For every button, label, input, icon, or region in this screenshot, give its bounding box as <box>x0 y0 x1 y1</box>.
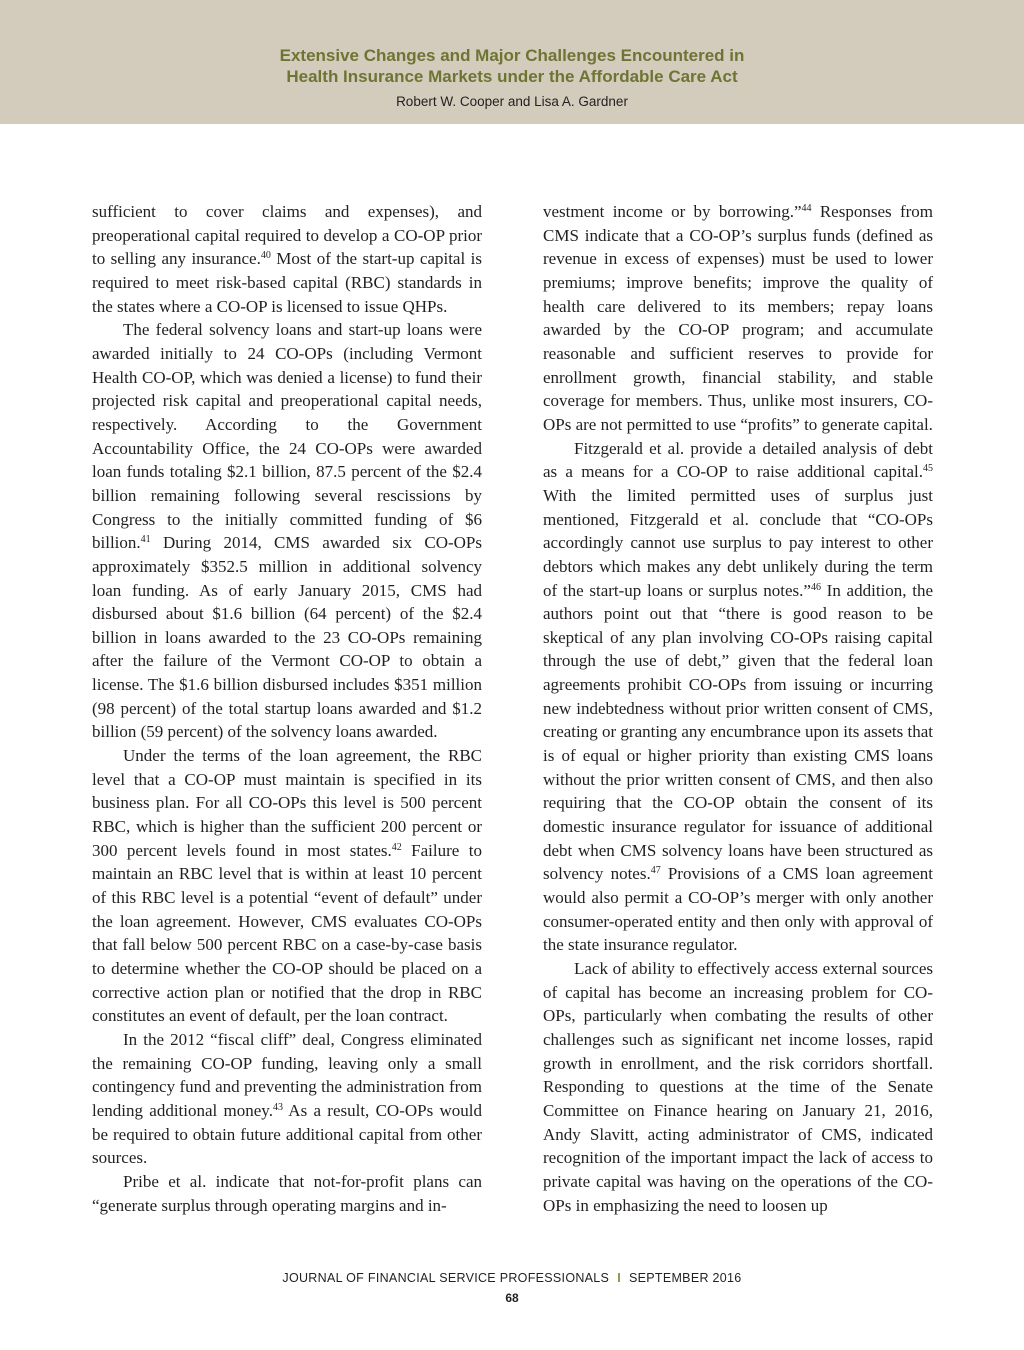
paragraph: Fitzgerald et al. provide a detailed analysis of debt as a means for a CO-OP to raise additional capital.$^{45}$ With the limited permitted uses of surplus just mentioned, Fitzgerald et al. conclude that “CO-OPs accordingly cannot use surplus to pay interest to other debtors which makes any debt unlikely during the term of the start-up loans or surplus notes.”$^{46}$ In addition, the authors point out that “there is good reason to be skeptical of any plan involving CO-OPs raising capital through the use of debt,” given that the federal loan agreements prohibit CO-OPs from issuing or incurring new indebtedness without prior written consent of CMS, creating or granting any encumbrance upon its assets that is of equal or higher priority than existing CMS loans without the prior written consent of CMS, and then also requiring that the CO-OP obtain the consent of its domestic insurance regulator for issuance of additional debt when CMS solvency loans have been structured as solvency notes.$^{47}$ Provisions of a CMS loan agreement would also permit a CO-OP’s merger with only another consumer-operated entity and then only with approval of the state insurance regulator. <box>543 438 933 955</box>
paragraph: vestment income or by borrowing.”$^{44}$ Responses from CMS indicate that a CO-OP’s surplus funds (defined as revenue in excess of expenses) must be used to lower premiums; improve benefits; improve the quality of health care delivered to its members; repay loans awarded by the CO-OP program; and accumulate reasonable and sufficient reserves to provide for enrollment growth, financial stability, and stable coverage for members. Thus, unlike most insurers, CO-OPs are not permitted to use “profits” to generate capital. <box>543 202 933 434</box>
journal-name: JOURNAL OF FINANCIAL SERVICE PROFESSIONALS <box>282 1271 610 1285</box>
footer-separator: I <box>617 1271 621 1285</box>
footnote-ref: 46 <box>810 581 821 593</box>
running-footer <box>0 1271 1024 1285</box>
paragraph: Lack of ability to effectively access external sources of capital has become an increasing problem for CO-OPs, particularly when combating the results of other challenges such as significant net income losses, rapid growth in enrollment, and the risk corridors shortfall. Responding to questions at the time of the Senate Committee on Finance hearing on January 21, 2016, Andy Slavitt, acting administrator of CMS, indicated recognition of the important impact the lack of access to private capital was having on the operations of the CO-OPs in emphasizing the need to loosen up <box>543 959 933 1215</box>
left-text-column <box>92 200 482 1217</box>
footnote-ref: 42 <box>391 841 402 853</box>
paragraph: Under the terms of the loan agreement, the RBC level that a CO-OP must maintain is specified in its business plan. For all CO-OPs this level is 500 percent RBC, which is higher than the sufficient 200 percent or 300 percent levels found in most states.$^{42}$ Failure to maintain an RBC level that is within at least 10 percent of this RBC level is a potential “event of default” under the loan agreement. However, CMS evaluates CO-OPs that fall below 500 percent RBC on a case-by-case basis to determine whether the CO-OP should be placed on a corrective action plan or notified that the drop in RBC constitutes an event of default, per the loan contract. <box>92 746 482 1026</box>
right-text-column <box>543 200 933 1217</box>
paragraph: The federal solvency loans and start-up loans were awarded initially to 24 CO-OPs (including Vermont Health CO-OP, which was denied a license) to fund their projected risk capital and preoperational capital needs, respectively. According to the Government Accountability Office, the 24 CO-OPs were awarded loan funds totaling $2.1 billion, 87.5 percent of the $2.4 billion remaining following several rescissions by Congress to the initially committed funding of $6 billion.$^{41}$ During 2014, CMS awarded six CO-OPs approximately $352.5 million in additional solvency loan funding. As of early January 2015, CMS had disbursed about $1.6 billion (64 percent) of the $2.4 billion in loans awarded to the 23 CO-OPs remaining after the failure of the Vermont CO-OP to obtain a license. The $1.6 billion disbursed includes $351 million (98 percent) of the total startup loans awarded and $1.2 billion (59 percent) of the solvency loans awarded. <box>92 320 482 742</box>
page-number: 68 <box>505 1291 519 1305</box>
paragraph: sufficient to cover claims and expenses), and preoperational capital required to develop a CO-OP prior to selling any insurance.$^{40}$ Most of the start-up capital is required to meet risk-based capital (RBC) standards in the states where a CO-OP is licensed to issue QHPs. <box>92 202 482 316</box>
footnote-ref: 43 <box>272 1101 283 1113</box>
footnote-ref: 47 <box>650 865 661 877</box>
footnote-ref: 41 <box>140 534 151 546</box>
footnote-ref: 44 <box>801 203 812 214</box>
paragraph: Pribe et al. indicate that not-for-profit plans can “generate surplus through operating margins and in- <box>92 1171 482 1215</box>
footnote-ref: 45 <box>923 463 933 475</box>
footnote-ref: 40 <box>260 250 271 262</box>
paragraph: In the 2012 “fiscal cliff” deal, Congress eliminated the remaining CO-OP funding, leaving only a small contingency fund and preventing the administration from lending additional money.$^{43}$ As a result, CO-OPs would be required to obtain future additional capital from other sources. <box>92 1029 482 1168</box>
article-title-line-1: Extensive Changes and Major Challenges Encountered in <box>279 46 745 65</box>
article-title <box>0 45 1024 87</box>
article-title-line-2: Health Insurance Markets under the Affordable Care Act <box>286 67 738 86</box>
issue-date: SEPTEMBER 2016 <box>628 1271 742 1285</box>
article-authors: Robert W. Cooper and Lisa A. Gardner <box>396 94 628 109</box>
running-header <box>0 0 1024 124</box>
